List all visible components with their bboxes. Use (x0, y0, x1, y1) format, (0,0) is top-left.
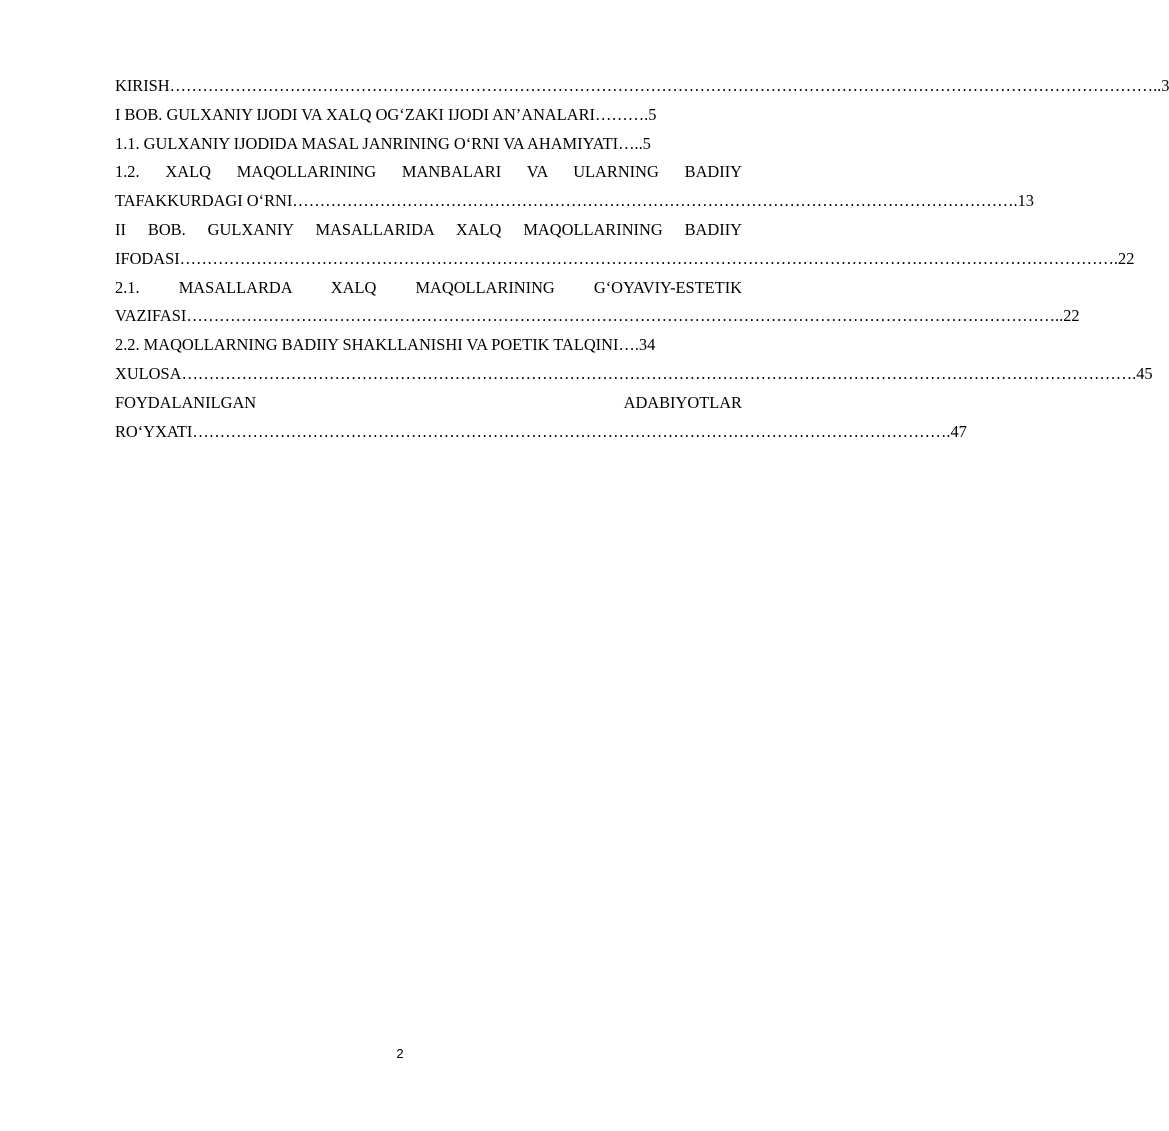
toc-entry-bibliography-line-2: RO‘YXATI………………………………………………………………………………………………………………………….47 (115, 421, 967, 441)
toc-entry-section-1-1: 1.1. GULXANIY IJODIDA MASAL JANRINING O‘RNI VA AHAMIYATI…..5 (115, 133, 651, 153)
toc-entry-section-2-2: 2.2. MAQOLLARNING BADIIY SHAKLLANISHI VA POETIK TALQINI….34 (115, 335, 656, 355)
toc-entry-xulosa: XULOSA………………………………………………………………………………………………………………………………………………………….45 (115, 363, 1153, 383)
toc-entry-chapter-1: I BOB. GULXANIY IJODI VA XALQ OG‘ZAKI IJODI AN’ANALARI……….5 (115, 104, 657, 124)
table-of-contents (115, 72, 1169, 446)
toc-entry-chapter-2-line-1: II BOB. GULXANIY MASALLARIDA XALQ MAQOLLARINING BADIIY (115, 219, 742, 239)
toc-entry-section-1-2-line-1: 1.2. XALQ MAQOLLARINING MANBALARI VA ULARNING BADIIY (115, 162, 742, 182)
toc-entry-kirish: KIRISH………………………………………………………………………………………………………………………………………………………………..3 (115, 76, 1169, 95)
toc-entry-chapter-2-line-2: IFODASI……………………………………………………………………………………………………………………………………………………….22 (115, 248, 1135, 268)
toc-entry-section-1-2-line-2: TAFAKKURDAGI O‘RNI…………………………………………………………………………………………………………………….13 (115, 191, 1034, 211)
page-number: 2 (396, 1046, 404, 1061)
toc-entry-section-2-1-line-1: 2.1. MASALLARDA XALQ MAQOLLARINING G‘OYAVIY-ESTETIK (115, 277, 742, 297)
toc-entry-section-2-1-line-2: VAZIFASI……………………………………………………………………………………………………………………………………………..22 (115, 306, 1080, 326)
toc-entry-bibliography-line-1: FOYDALANILGAN ADABIYOTLAR (115, 392, 742, 412)
